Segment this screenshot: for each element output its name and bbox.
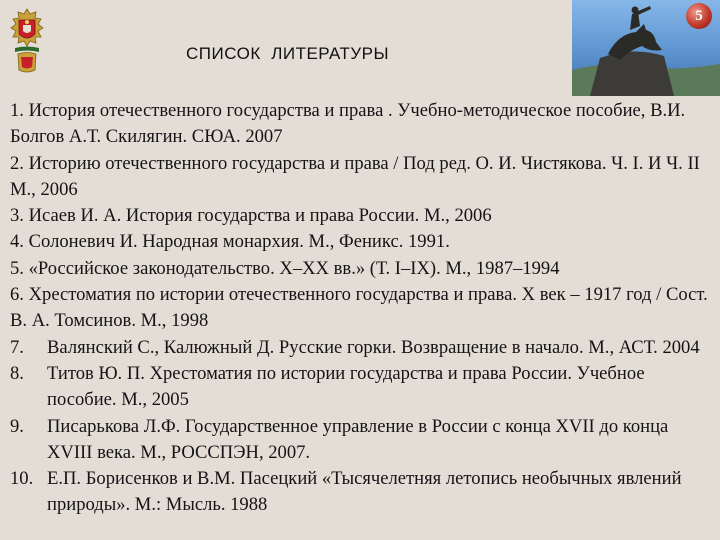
reference-number: 5. (10, 257, 24, 279)
reference-text: Хрестоматия по истории отечественного государства и права. X век – 1917 год / Сост. В. А. Томсинов. М., 1998 (10, 284, 708, 332)
reference-item-1 (10, 98, 718, 151)
bronze-horseman-photo (572, 0, 720, 96)
reference-text: Валянский С., Калюжный Д. Русские горки. Возвращение в начало. М., АСТ. 2004 (47, 336, 700, 358)
reference-text: «Российское законодательство. X–XX вв.» (Т. I–IX). М., 1987–1994 (28, 257, 560, 279)
reference-item-6 (10, 282, 718, 335)
reference-item-10 (10, 466, 718, 519)
reference-text: Историю отечественного государства и права / Под ред. О. И. Чистякова. Ч. I. И Ч. II М., 2006 (10, 152, 700, 200)
reference-number: 9. (10, 415, 24, 437)
reference-number: 10. (10, 468, 34, 490)
reference-number: 7. (10, 336, 24, 358)
reference-number: 3. (10, 205, 24, 227)
reference-text: Солоневич И. Народная монархия. М., Феникс. 1991. (28, 231, 450, 253)
reference-text: Исаев И. А. История государства и права России. М., 2006 (28, 205, 492, 227)
reference-item-9 (10, 414, 718, 467)
reference-number: 6. (10, 284, 24, 306)
reference-item-3 (10, 203, 718, 229)
reference-list (10, 98, 718, 519)
reference-item-4 (10, 229, 718, 255)
reference-number: 8. (10, 362, 24, 384)
slide-number-badge: 5 (686, 3, 712, 29)
reference-text: Титов Ю. П. Хрестоматия по истории государства и права России. Учебное пособие. М., 2005 (47, 362, 645, 411)
reference-item-8 (10, 361, 718, 414)
reference-number: 1. (10, 100, 24, 121)
slide-title: СПИСОК ЛИТЕРАТУРЫ (186, 44, 390, 63)
reference-number: 2. (10, 152, 24, 174)
reference-item-7 (10, 335, 718, 361)
reference-text: Е.П. Борисенков и В.М. Пасецкий «Тысячелетняя летопись необычных явлений природы». М.: Мысль. 1988 (47, 468, 682, 516)
reference-item-5 (10, 256, 718, 282)
reference-text: Писарькова Л.Ф. Государственное управление в России с конца XVII до конца XVIII века. М., РОССПЭН, 2007. (47, 415, 669, 463)
reference-number: 4. (10, 231, 24, 253)
reference-item-2 (10, 151, 718, 204)
emblem-icon (10, 8, 44, 74)
reference-text: История отечественного государства и права . Учебно-методическое пособие, В.И. Болгов А.Т. Скилягин. СЮА. 2007 (10, 100, 686, 148)
